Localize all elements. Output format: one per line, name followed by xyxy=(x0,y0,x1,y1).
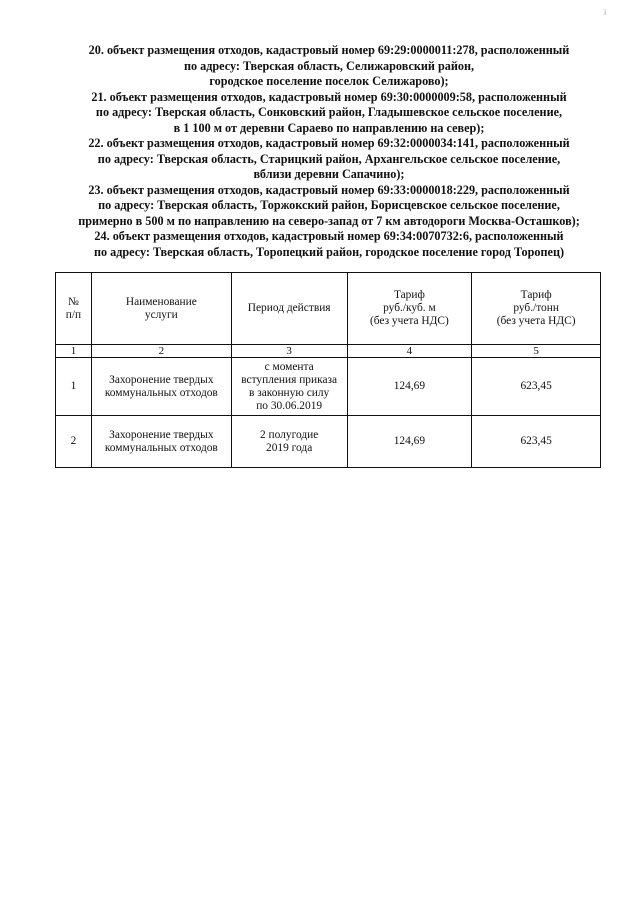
heading-line: 20. объект размещения отходов, кадастровый номер 69:29:0000011:278, расположенный xyxy=(88,43,570,57)
tariff-volume-value: 124,69 xyxy=(347,358,472,416)
heading-line: по адресу: Тверская область, Торопецкий район, городское поселение город Торопец) xyxy=(93,244,565,259)
row-number: 1 xyxy=(56,358,92,416)
service-name: Захоронение твердых коммунальных отходов xyxy=(91,358,231,416)
row-number: 2 xyxy=(56,416,92,468)
table-row xyxy=(56,416,601,468)
heading-line: по адресу: Тверская область, Старицкий район, Архангельское сельское поселение, xyxy=(97,151,561,166)
tariff-weight-value: 623,45 xyxy=(472,358,601,416)
header-tariff-weight: Тариф руб./тонн (без учета НДС) xyxy=(472,273,601,345)
heading-line: по адресу: Тверская область, Селижаровский район, xyxy=(183,58,475,73)
heading-line: вблизи деревни Сапачино); xyxy=(253,167,405,181)
table-header-row xyxy=(56,273,601,345)
heading-line: 22. объект размещения отходов, кадастровый номер 69:32:0000034:141, расположенный xyxy=(88,136,570,150)
heading-line: 21. объект размещения отходов, кадастровый номер 69:30:0000009:58, расположенный xyxy=(91,89,567,104)
column-number: 3 xyxy=(231,345,347,358)
tariff-table xyxy=(55,272,601,468)
heading-line: по адресу: Тверская область, Торжокский район, Борисцевское сельское поселение, xyxy=(98,198,560,212)
validity-period: 2 полугодие 2019 года xyxy=(231,416,347,468)
heading-text-block xyxy=(55,43,603,260)
tariff-weight-value: 623,45 xyxy=(472,416,601,468)
header-tariff-volume: Тариф руб./куб. м (без учета НДС) xyxy=(347,273,472,345)
column-number-row xyxy=(56,345,601,358)
validity-period: с момента вступления приказа в законную силу по 30.06.2019 xyxy=(231,358,347,416)
heading-line: 23. объект размещения отходов, кадастровый номер 69:33:0000018:229, расположенный xyxy=(88,182,570,197)
header-number: № п/п xyxy=(56,273,92,345)
heading-line: примерно в 500 м по направлению на северо-запад от 7 км автодороги Москва-Осташков); xyxy=(78,213,580,228)
service-name: Захоронение твердых коммунальных отходов xyxy=(91,416,231,468)
header-service: Наименование услуги xyxy=(91,273,231,345)
table-row xyxy=(56,358,601,416)
heading-line: в 1 100 м от деревни Сараево по направлению на север); xyxy=(173,120,485,135)
heading-line: по адресу: Тверская область, Сонковский район, Гладышевское сельское поселение, xyxy=(95,105,563,119)
column-number: 2 xyxy=(91,345,231,358)
page-corner-mark: i xyxy=(604,8,607,17)
heading-line: городское поселение поселок Селижарово); xyxy=(209,74,449,88)
header-period: Период действия xyxy=(231,273,347,345)
heading-line: 24. объект размещения отходов, кадастровый номер 69:34:0070732:6, расположенный xyxy=(94,229,564,243)
column-number: 1 xyxy=(56,345,92,358)
column-number: 5 xyxy=(472,345,601,358)
tariff-volume-value: 124,69 xyxy=(347,416,472,468)
column-number: 4 xyxy=(347,345,472,358)
